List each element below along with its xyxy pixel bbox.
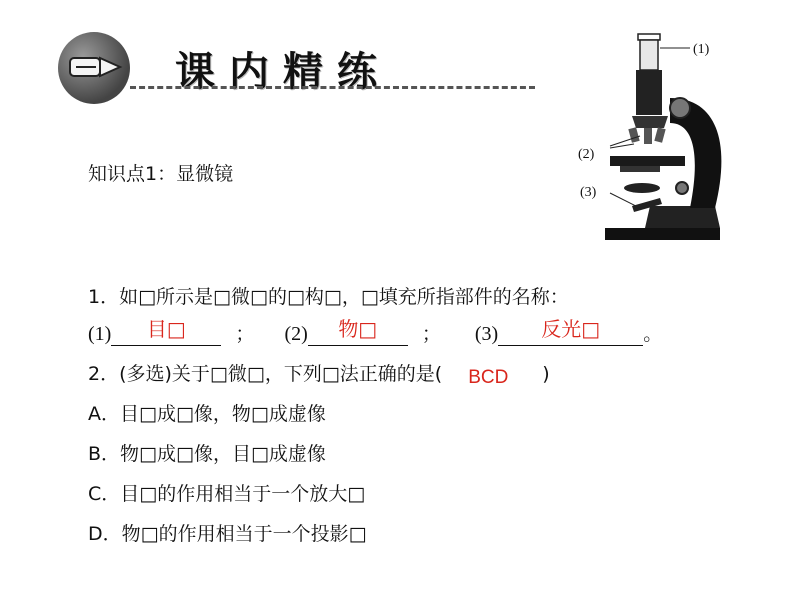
option-d: D．物□的作用相当于一个投影□	[88, 523, 367, 545]
label-1: (1)	[693, 42, 710, 57]
option-b: B．物□成□像，目□成虚像	[88, 443, 326, 465]
option-c: C．目□的作用相当于一个放大□	[88, 483, 366, 505]
question-2-answer-slot[interactable]	[442, 362, 542, 386]
question-2-stem	[88, 362, 550, 386]
question-2-prefix: 2．(多选)关于□微□，下列□法正确的是(	[88, 363, 443, 385]
blank-1-prefix: (1)	[88, 323, 112, 345]
blank-3-prefix: (3)	[474, 323, 499, 345]
separator-1: ；	[235, 323, 255, 345]
microscope-icon	[570, 28, 800, 248]
blank-1[interactable]	[111, 317, 221, 346]
question-1-text: 1．如□所示是□微□的□构□，□填充所指部件的名称：	[88, 286, 569, 308]
label-3: (3)	[580, 185, 597, 200]
pencil-badge-icon	[58, 32, 130, 104]
option-a: A．目□成□像，物□成虚像	[88, 403, 326, 425]
microscope-figure	[570, 28, 800, 248]
answer-3: 反光□	[541, 317, 601, 341]
knowledge-point-label: 知识点1：显微镜	[88, 163, 234, 185]
label-2: (2)	[578, 147, 595, 162]
separator-2: ；	[421, 323, 441, 345]
question-1-blanks	[88, 317, 663, 346]
question-2-answer: BCD	[468, 367, 509, 388]
blank-2-prefix: (2)	[284, 323, 308, 345]
section-title: 课内精练	[175, 49, 391, 95]
blank-3[interactable]	[498, 317, 643, 346]
header-divider	[130, 86, 535, 89]
section-header	[0, 0, 560, 110]
blank-2[interactable]	[308, 317, 408, 346]
answer-2: 物□	[338, 317, 378, 341]
question-1-end: 。	[643, 323, 663, 345]
question-2-suffix: )	[542, 363, 550, 385]
answer-1: 目□	[146, 317, 186, 341]
